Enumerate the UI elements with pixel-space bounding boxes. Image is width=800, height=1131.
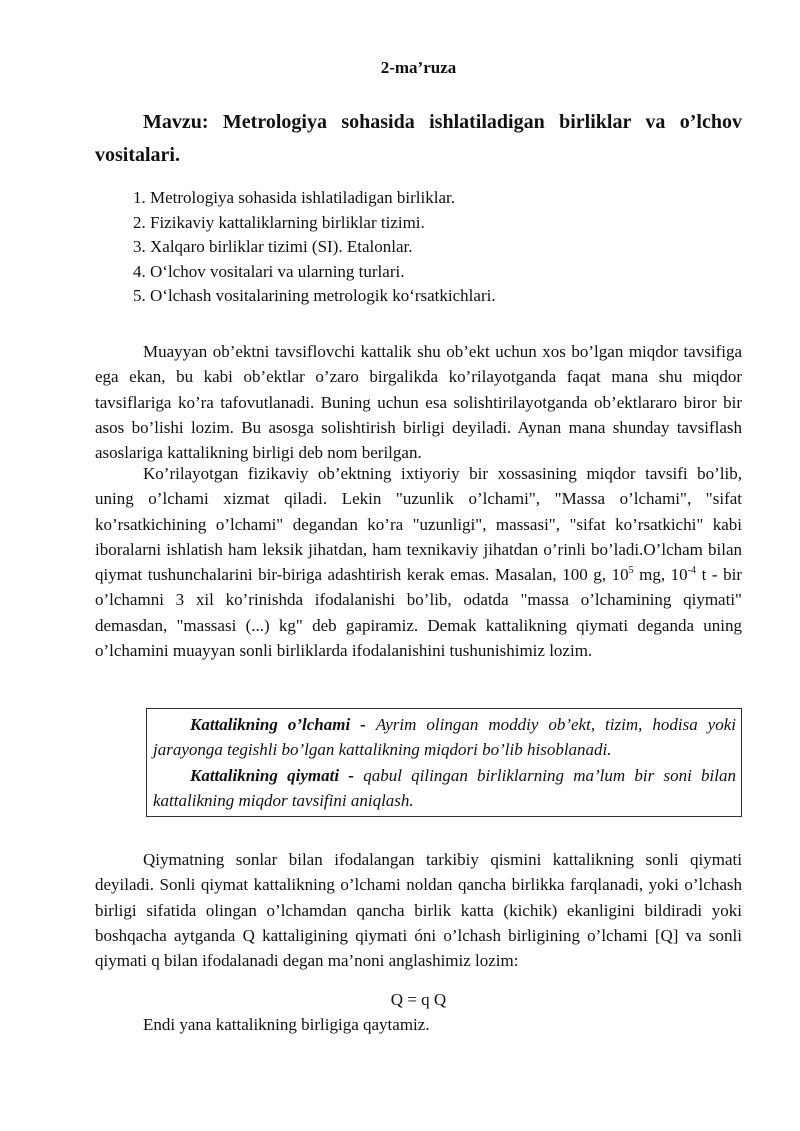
superscript-exponent: 5 — [628, 565, 634, 577]
paragraph-size-vs-value — [95, 461, 742, 663]
formula: Q = q Q — [390, 990, 447, 1009]
paragraph-numeric-value: Qiymatning sonlar bilan ifodalangan tarkibiy qismini kattalikning sonli qiymati deyiladi. Sonli qiymat kattalikning o’lchami noldan qancha birlikka farqlanadi, yoki o’lchash birligi sifatida olingan o’lchamdan qancha birlik katta (kichik) ekanligini bildiradi yoki boshqacha aytganda Q kattaligining qiymati óni o’lchash birligining o’lchami [Q] va sonli qiymati q bilan ifodalanadi degan ma’noni anglashimiz lozim: — [95, 850, 742, 971]
topic-heading: Mavzu: Metrologiya sohasida ishlatiladigan birliklar va o’lchov vositalari. — [95, 111, 742, 166]
definition-separator: - — [339, 765, 364, 785]
outline-item: 1. Metrologiya sohasida ishlatiladigan birliklar. — [133, 188, 455, 207]
definition-term: Kattalikning qiymati — [190, 765, 340, 785]
outline-item: 2. Fizikaviy kattaliklarning birliklar tizimi. — [133, 212, 425, 232]
text-run: mg, 10 — [633, 565, 688, 585]
definition-term: Kattalikning o’lchami — [190, 715, 351, 734]
definition-box — [146, 708, 742, 817]
definition-text: qabul qilingan birliklarning ma’lum bir soni bilan kattalikning miqdor tavsifini aniqlash. — [153, 765, 736, 810]
lecture-number: 2-ma’ruza — [380, 58, 457, 77]
outline-item: 5. O‘lchash vositalarining metrologik ko‘rsatkichlari. — [133, 286, 496, 305]
superscript-exponent: -4 — [687, 565, 697, 577]
definition-separator: - — [350, 715, 376, 734]
definition-size — [153, 712, 736, 763]
definition-text: Ayrim olingan moddiy ob’ekt, tizim, hodisa yoki jarayonga tegishli bo’lgan kattalikning miqdori bo’lib hisoblanadi. — [153, 715, 736, 760]
paragraph-closing: Endi yana kattalikning birligiga qaytamiz. — [143, 1015, 430, 1034]
outline-item: 4. O‘lchov vositalari va ularning turlari. — [133, 261, 405, 281]
paragraph-unit-concept: Muayyan ob’ektni tavsiflovchi kattalik shu ob’ekt uchun xos bo’lgan miqdor tavsifiga ega ekan, bu kabi ob’ektlar o’zaro birgalikda ko’rilayotganda faqat mana shu miqdor tavsiflariga ko’ra tafovutlanadi. Buning uchun esa solishtirilayotganda ob’ektlararo biror bir asos bo’lishi lozim. Bu asosga solishtirish birligi deyiladi. Aynan mana shunday tavsiflash asoslariga kattalikning birligi deb nom berilgan. — [95, 342, 742, 463]
text-run: t - bir o’lchamni 3 xil ko’rinishda ifodalanishi bo’lib, odatda "massa o’lchamining qiymati" demasdan, "massasi (...) kg" deb gapiramiz. Demak kattalikning qiymati deganda uning o’lchamini muayyan sonli birliklarda ifodalanishini tushunishimiz lozim. — [95, 565, 742, 661]
outline-item: 3. Xalqaro birliklar tizimi (SI). Etalonlar. — [133, 237, 413, 256]
text-run: Ko’rilayotgan fizikaviy ob’ektning ixtiyoriy bir xossasining miqdor tavsifi bo’lib, uning o’lchami xizmat qiladi. Lekin "uzunlik o’lchami", "Massa o’lchami", "sifat ko’rsatkichining o’lchami" degandan ko’ra "uzunligi", massasi", "sifat ko’rsatkichi" kabi iboralarni ishlatish ham leksik jihatdan, ham texnikaviy jihatdan o’rinli bo’ladi.O’lcham bilan qiymat tushunchalarini bir-biriga adashtirish kerak emas. Masalan, 100 g, 10 — [95, 464, 742, 585]
topic-outline — [133, 186, 496, 309]
definition-value — [153, 763, 736, 814]
